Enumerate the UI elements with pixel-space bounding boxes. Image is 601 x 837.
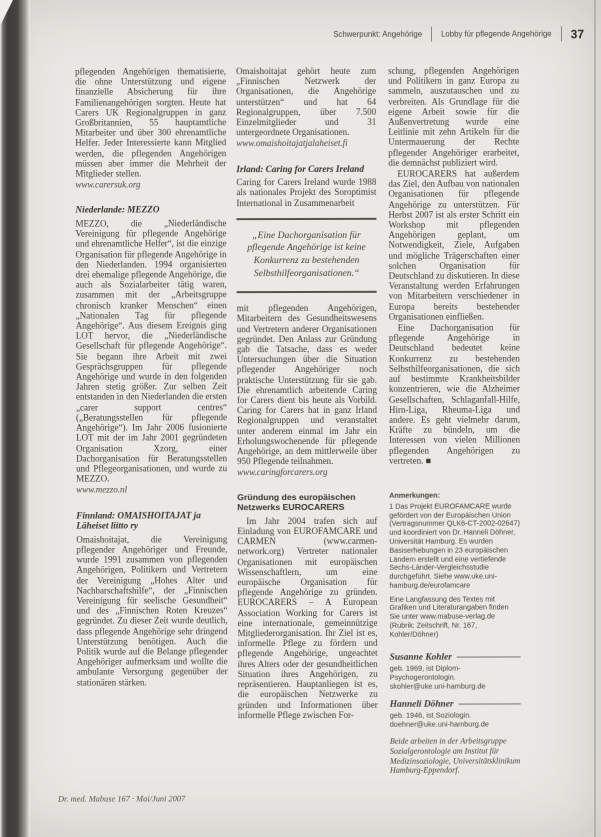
author-bio: geb. 1969, ist Diplom-Psychogerontologin.: [389, 663, 461, 682]
body-paragraph-eurocarers-ziele: EUROCARERS hat außerdem das Ziel, den Aufbau von nationalen Organisationen für pflegende Angehörige zu unterstützen. Für Herbst 2007 ist als erster Schritt ein Workshop mit pflegenden Angehörigen geplant, um Notwendigkeit, Ziele, Aufgaben und mögliche Trägerschaften einer solchen Organisation für Deutschland zu diskutieren. In diese Veranstaltung werden Erfahrungen von Mitarbeitern verschiedener in Europa bereits bestehender Organisationen einfließen.: [388, 168, 520, 322]
footnotes-section: [389, 491, 520, 639]
author-name: Hanneli Döhner: [389, 699, 454, 710]
footnote-eurofamcare: 1 Das Projekt EUROFAMCARE wurde gefördert von der Europäischen Union (Vertragsnummer QLK6-CT-2002-02647) und koordiniert von Dr. Hanneli Döhner, Universität Hamburg. Es wurden Basiserhebungen in 23 europäischen Ländern erstellt und eine vertiefende Sechs-Länder-Vergleichsstudie durchgeführt. Siehe www.uke.uni-hamburg.de/eurofamcare: [389, 501, 520, 590]
heading-irland-caring-for-carers: Irland: Caring for Carers Ireland: [236, 163, 364, 174]
heading-finnland-omaishoitajat: Finnland: OMAISHOITAJAT ja Läheiset liitto ry: [76, 509, 201, 531]
column-middle: [236, 66, 378, 721]
body-paragraph-omaishoitajat: Omaishoitajat, die Vereinigung pflegender Angehöriger und Freunde, wurde 1991 zusammen von pflegenden Angehörigen, Politikern und Vertretern der Vereinigung „Hohes Alter und Nachbarschaftshilfe“, der „Finnischen Vereinigung für seelische Gesundheit“ und des „Finnischen Roten Kreuzes“ gegründet. Zu dieser Zeit wurde deutlich, dass pflegende Angehörige sehr dringend Unterstützung benötigen. Auch die Politik wurde auf die Belange pflegender Angehöriger aufmerksam und wollte die ambulante Versorgung gegenüber der stationären stärken.: [76, 533, 228, 688]
journal-footer: Dr. med. Mabuse 167 · Mai/Juni 2007: [57, 794, 186, 804]
author-bio: geb. 1946, ist Soziologin.: [389, 710, 472, 720]
column-left: [75, 66, 228, 688]
header-page-number: 37: [570, 26, 585, 41]
website-url-carersuk: www.carersuk.org: [75, 179, 141, 190]
author-email: doehner@uke.uni-hamburg.de: [389, 719, 489, 729]
author-name-row: [390, 652, 521, 663]
heading-eurocarers: Gründung des europäischen Netzwerks EUROCARERS: [237, 491, 356, 513]
body-paragraph-carers-uk: pflegenden Angehörigen thematisierte, die ohne Unterstützung und eigene finanzielle Absicherung für ihre Familienangehörigen sorgten. Heute hat Carers UK Regionalgruppen in ganz Großbritannien, 55 hauptamtliche Mitarbeiter und über 300 ehrenamtliche Helfer. Jeder Interessierte kann Mitglied werden, die pflegenden Angehörigen müssen aber immer die Mehrheit der Mitglieder stellen.: [75, 66, 227, 179]
website-url-omaishoitajat: www.omaishoitajatjalaheiset.fi: [236, 138, 348, 149]
header-section-label: Schwerpunkt: Angehörige: [333, 29, 423, 39]
body-paragraph-caring-for-carers: mit pflegenden Angehörigen, Mitarbeitern des Gesundheitswesens und Vertretern anderer Organisationen gegründet. Den Anlass zur Gründung gab die Tatsache, dass es weder Untersuchungen über die Situation pflegender Angehöriger noch praktische Unterstützung für sie gab. Die ehrenamtlich arbeitende Caring for Carers dient bis heute als Vorbild. Caring for Carers hat in ganz Irland Regionalgruppen und veranstaltet unter anderem einmal im Jahr ein Erholungswochenende für pflegende Angehörige, an dem mittlerweile über 950 Pflegende teilnahmen.: [236, 303, 378, 467]
footnotes-heading: Anmerkungen:: [389, 490, 440, 500]
author-name: Susanne Kohler: [389, 652, 452, 663]
body-paragraph-mezzo: MEZZO, die „Niederländische Vereinigung für pflegende Angehörige und ehrenamtliche Helfer“, ist die einzige Organisation für pflegende Angehörige in den Niederlanden. 1994 organisierten drei ehemalige pflegende Angehörige, die auch als Sozialarbeiter tätig waren, zusammen mit der „Arbeitsgruppe chronisch kranker Menschen“ einen „Nationalen Tag für pflegende Angehörige“. Aus diesem Ereignis ging LOT hervor, die „Niederländische Gesellschaft für pflegende Angehörige“. Sie begann ihre Arbeit mit zwei Gesprächsgruppen für pflegende Angehörige und wurde in den folgenden Jahren stetig größer. Zur selben Zeit entstanden in den Niederlanden die ersten „carer support centres“ („Beratungsstellen für pflegende Angehörige“). Im Jahr 2006 fusionierte LOT mit der im Jahr 2001 gegründeten Organisation Xzorg, einer Dachorganisation für Beratungsstellen und Pflegeorganisationen, und wurde zu MEZZO.: [75, 218, 228, 484]
pull-quote: „Eine Dachorganisation für pflegende Angehörige ist keine Konkurrenz zu bestehenden Selbsthilfeorganisationen.“: [236, 218, 376, 294]
footnote-langfassung: Eine Langfassung des Textes mit Grafiken und Literaturangaben finden Sie unter www.mabuse-verlag.de (Rubrik: Zeitschrift, Nr. 167, Kohler/Döhner): [389, 594, 509, 639]
header-article-label: Lobby für pflegende Angehörige: [441, 29, 552, 39]
authors-joint-note: Beide arbeiten in der Arbeitsgruppe Sozialgerontologie am Institut für Medizinsoziologie, Universitätsklinikum Hamburg-Eppendorf.: [389, 736, 521, 776]
header-divider: [561, 26, 562, 41]
author-name-row: [390, 699, 521, 710]
body-paragraph-caring-for-carers-intro: Caring for Carers Ireland wurde 1988 als nationales Projekt des Soroptimist International in Zusammenarbeit: [236, 177, 377, 208]
author-bios-section: [390, 652, 521, 776]
website-url-mezzo: www.mezzo.nl: [76, 484, 128, 495]
header-divider: [431, 27, 432, 42]
body-paragraph-omaishoitajat-netzwerk: Omaishoitajat gehört heute zum „Finnischen Netzwerk der Organisationen, die Angehörige unterstützen“ und hat 64 Regionalgruppen, über 7.500 Einzelmitglieder und 31 untergeordnete Organisationen.: [236, 65, 377, 138]
website-url-caringforcarers: www.caringforcarers.org: [237, 467, 328, 478]
body-paragraph-dachorganisation: Eine Dachorganisation für pflegende Angehörige in Deutschland bedeutet keine Konkurrenz zu bestehenden Selbsthilfeorganisationen, die sich auf bestimmte Krankheitsbilder konzentrieren, wie die Alzheimer Gesellschaften, Schlaganfall-Hilfe, Hirn-Liga, Rheuma-Liga und andere. Es geht vielmehr darum, Kräfte zu bündeln, um die Interessen von vielen Millionen pflegenden Angehörigen zu vertreten. ■: [388, 322, 521, 466]
heading-niederlande-mezzo: Niederlande: MEZZO: [75, 204, 160, 216]
author-email: skohler@uke.uni-hamburg.de: [389, 681, 486, 691]
column-right: [388, 65, 521, 776]
page-header: [333, 26, 584, 42]
body-paragraph-eurocarers-leitlinie: schung, pflegenden Angehörigen und Politikern in ganz Europa zu sammeln, auszutauschen und zu verbreiten. Als Grundlage für die eigene Arbeit sowie für die Außenvertretung wurde eine Leitlinie mit zehn Artikeln für die Untermauerung der Rechte pflegender Angehöriger erarbeitet, die demnächst publiziert wird.: [388, 65, 520, 168]
author-rule: [457, 656, 521, 657]
body-paragraph-eurocarers-gruendung: Im Jahr 2004 trafen sich auf Einladung von EUROFAMCARE und CARMEN (www.carmen-network.org) Vertreter nationaler Organisationen mit europäischen Wissenschaftlern, um eine europäische Organisation für pflegende Angehörige zu gründen. EUROCARERS – A European Association Working for Carers ist eine internationale, gemeinnützige Mitgliederorganisation. Ihr Ziel ist es, informelle Pflege zu fördern und pflegende Angehörige, ungeachtet ihres Alters oder der gesundheitlichen Situation ihres Angehörigen, zu repräsentieren. Hauptanliegen ist es, die europäischen Netzwerke zu gründen und Informationen über informelle Pflege zwischen For-: [237, 515, 378, 720]
author-rule: [459, 703, 521, 704]
